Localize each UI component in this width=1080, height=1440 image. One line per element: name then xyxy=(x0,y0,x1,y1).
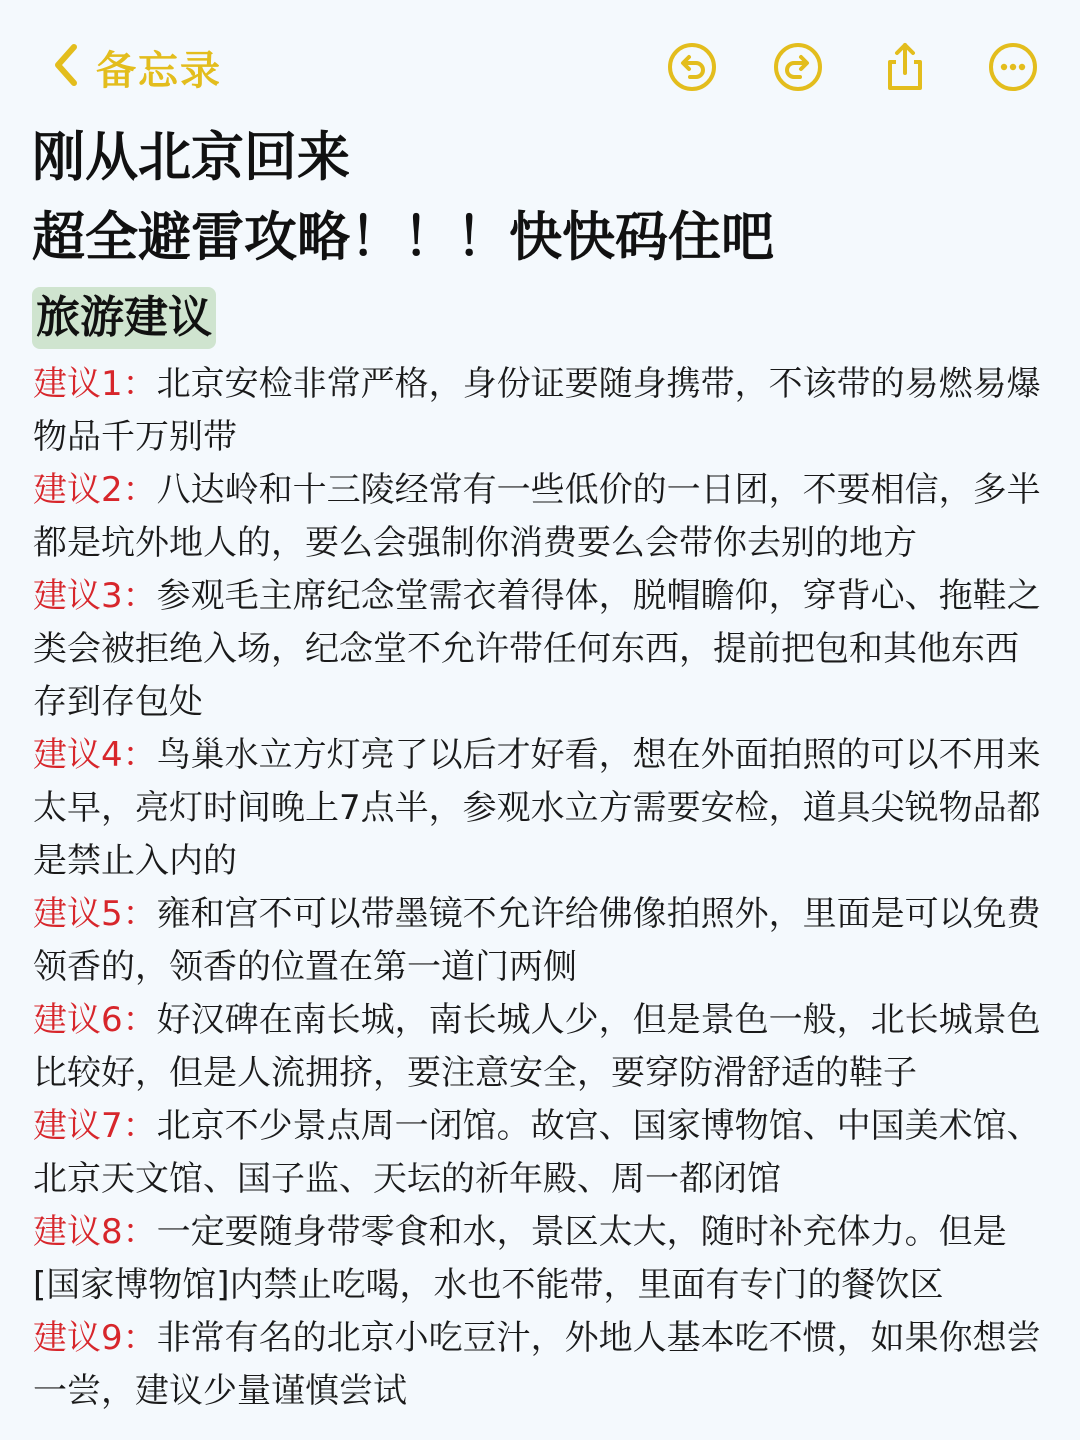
back-button[interactable] xyxy=(46,36,222,98)
tip-item xyxy=(33,358,1043,464)
share-icon xyxy=(878,40,932,94)
tip-label: 建议5： xyxy=(33,894,157,934)
redo-icon xyxy=(771,40,825,94)
chevron-left-icon xyxy=(46,37,86,97)
tip-item xyxy=(33,464,1043,570)
tip-text: 雍和宫不可以带墨镜不允许给佛像拍照外，里面是可以免费领香的，领香的位置在第一道门两侧 xyxy=(33,894,1041,987)
note-title xyxy=(32,118,1052,278)
tip-item xyxy=(33,888,1043,994)
share-button[interactable] xyxy=(878,40,932,94)
tip-label: 建议9： xyxy=(33,1318,157,1358)
tip-text: 参观毛主席纪念堂需衣着得体，脱帽瞻仰，穿背心、拖鞋之类会被拒绝入场，纪念堂不允许带任何东西，提前把包和其他东西存到存包处 xyxy=(33,576,1041,722)
title-line-2: 超全避雷攻略！！！快快码住吧 xyxy=(32,207,774,268)
title-line-1: 刚从北京回来 xyxy=(32,127,350,188)
tip-item xyxy=(33,570,1043,729)
undo-icon xyxy=(665,40,719,94)
tip-label: 建议2： xyxy=(33,470,157,510)
tip-item xyxy=(33,1100,1043,1206)
tip-item xyxy=(33,1312,1043,1418)
tip-label: 建议1： xyxy=(33,364,157,404)
tips-list xyxy=(33,358,1043,1418)
more-icon xyxy=(986,40,1040,94)
tip-label: 建议4： xyxy=(33,735,157,775)
tip-label: 建议3： xyxy=(33,576,157,616)
back-label: 备忘录 xyxy=(96,47,222,94)
tip-text: 北京不少景点周一闭馆。故宫、国家博物馆、中国美术馆、北京天文馆、国子监、天坛的祈年殿、周一都闭馆 xyxy=(33,1106,1041,1199)
tip-text: 鸟巢水立方灯亮了以后才好看，想在外面拍照的可以不用来太早，亮灯时间晚上7点半，参观水立方需要安检，道具尖锐物品都是禁止入内的 xyxy=(33,735,1041,881)
undo-button[interactable] xyxy=(665,40,719,94)
tip-label: 建议6： xyxy=(33,1000,157,1040)
tip-label: 建议8： xyxy=(33,1212,157,1252)
tip-text: 非常有名的北京小吃豆汁，外地人基本吃不惯，如果你想尝一尝，建议少量谨慎尝试 xyxy=(33,1318,1041,1411)
tip-item xyxy=(33,729,1043,888)
tip-text: 一定要随身带零食和水，景区太大，随时补充体力。但是[国家博物馆]内禁止吃喝，水也不能带，里面有专门的餐饮区 xyxy=(33,1212,1007,1305)
tip-text: 好汉碑在南长城，南长城人少，但是景色一般，北长城景色比较好，但是人流拥挤，要注意安全，要穿防滑舒适的鞋子 xyxy=(33,1000,1041,1093)
tip-item xyxy=(33,994,1043,1100)
redo-button[interactable] xyxy=(771,40,825,94)
tip-item xyxy=(33,1206,1043,1312)
navigation-bar xyxy=(0,0,1080,130)
tip-text: 八达岭和十三陵经常有一些低价的一日团，不要相信，多半都是坑外地人的，要么会强制你消费要么会带你去别的地方 xyxy=(33,470,1041,563)
section-heading: 旅游建议 xyxy=(32,287,216,349)
tip-label: 建议7： xyxy=(33,1106,157,1146)
tip-text: 北京安检非常严格，身份证要随身携带，不该带的易燃易爆物品千万别带 xyxy=(33,364,1041,457)
more-button[interactable] xyxy=(986,40,1040,94)
